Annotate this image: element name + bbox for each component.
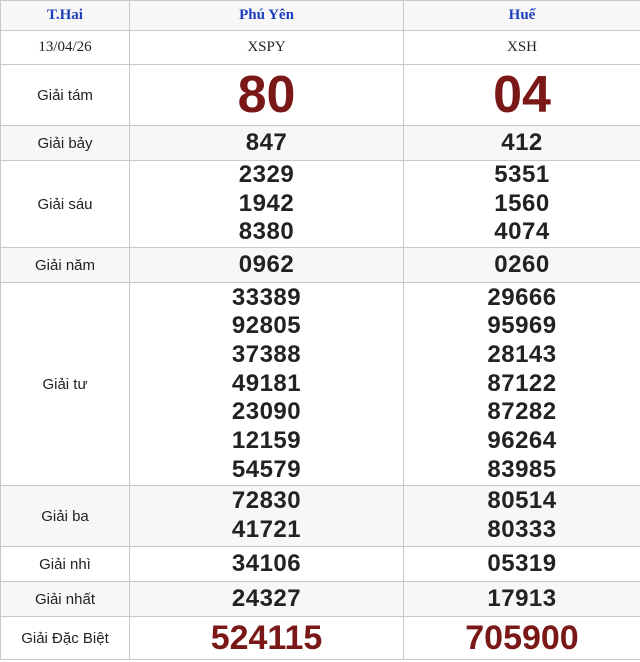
- prize-number: 2329: [238, 161, 295, 188]
- prize-number: 83985: [487, 455, 557, 483]
- special-prize-number: 705900: [465, 619, 579, 658]
- prize-row-g5: [1, 248, 640, 283]
- prize-row-g8: [1, 65, 640, 126]
- prize-row-g2: [1, 547, 640, 582]
- prize-number: 95969: [487, 312, 557, 340]
- prize-label: Giải tư: [1, 283, 130, 486]
- prize-number: 05319: [487, 549, 557, 577]
- prize-number: 80: [237, 66, 296, 124]
- prize-label: Giải nhì: [1, 547, 130, 582]
- prize-number: 34106: [231, 549, 302, 577]
- prize-cell: [130, 617, 404, 660]
- prize-row-special: [1, 617, 640, 660]
- prize-cell: [130, 486, 404, 547]
- prize-cell: [404, 126, 640, 161]
- code-phu-yen: XSPY: [130, 31, 404, 65]
- prize-number: 0260: [494, 250, 550, 278]
- prize-number: 17913: [487, 584, 557, 612]
- prize-cell: [404, 486, 640, 547]
- prize-row-g7: [1, 126, 640, 161]
- prize-number: 0962: [238, 250, 295, 278]
- prize-number: 4074: [494, 218, 550, 246]
- prize-number: 92805: [231, 312, 302, 340]
- prize-number: 8380: [238, 218, 295, 246]
- prize-cell: [130, 161, 404, 248]
- prize-label: Giải Đặc Biệt: [1, 617, 130, 660]
- prize-cell: [404, 65, 640, 126]
- prize-label: Giải sáu: [1, 161, 130, 248]
- prize-number: 54579: [231, 455, 302, 483]
- prize-cell: [404, 283, 640, 486]
- prize-cell: [404, 547, 640, 582]
- date-row: [1, 31, 640, 65]
- prize-number: 1942: [238, 189, 295, 217]
- prize-row-g4: [1, 283, 640, 486]
- prize-cell: [130, 547, 404, 582]
- prize-number: 96264: [487, 427, 557, 455]
- prize-number: 5351: [494, 161, 550, 188]
- prize-cell: [130, 283, 404, 486]
- prize-cell: [130, 248, 404, 283]
- prize-number: 412: [501, 128, 543, 156]
- prize-number: 12159: [231, 427, 302, 455]
- prize-number: 49181: [231, 369, 302, 397]
- prize-label: Giải nhất: [1, 582, 130, 617]
- prize-label: Giải năm: [1, 248, 130, 283]
- prize-number: 80333: [487, 516, 557, 544]
- prize-cell: [404, 161, 640, 248]
- prize-number: 04: [493, 66, 551, 124]
- prize-label: Giải bảy: [1, 126, 130, 161]
- special-prize-number: 524115: [210, 619, 323, 658]
- prize-label: Giải ba: [1, 486, 130, 547]
- prize-cell: [130, 65, 404, 126]
- code-hue: XSH: [404, 31, 640, 65]
- prize-cell: [404, 582, 640, 617]
- draw-date: 13/04/26: [1, 31, 130, 65]
- prize-number: 80514: [487, 487, 557, 515]
- prize-number: 1560: [494, 189, 550, 217]
- prize-number: 847: [245, 128, 288, 156]
- prize-cell: [130, 126, 404, 161]
- prize-row-g1: [1, 582, 640, 617]
- prize-number: 29666: [487, 283, 557, 311]
- prize-cell: [130, 582, 404, 617]
- prize-cell: [404, 248, 640, 283]
- header-row: [1, 1, 640, 31]
- prize-number: 41721: [231, 516, 302, 544]
- prize-number: 24327: [231, 584, 302, 612]
- province-phu-yen-link[interactable]: Phú Yên: [130, 1, 404, 31]
- prize-row-g3: [1, 486, 640, 547]
- province-hue-link[interactable]: Huế: [404, 1, 640, 31]
- prize-number: 33389: [231, 283, 302, 311]
- prize-number: 28143: [487, 341, 557, 369]
- prize-number: 87282: [487, 398, 557, 426]
- prize-number: 23090: [231, 398, 302, 426]
- prize-row-g6: [1, 161, 640, 248]
- prize-number: 87122: [487, 369, 557, 397]
- prize-label: Giải tám: [1, 65, 130, 126]
- day-of-week: T.Hai: [1, 1, 130, 31]
- prize-number: 37388: [231, 341, 302, 369]
- prize-cell: [404, 617, 640, 660]
- prize-number: 72830: [231, 487, 302, 515]
